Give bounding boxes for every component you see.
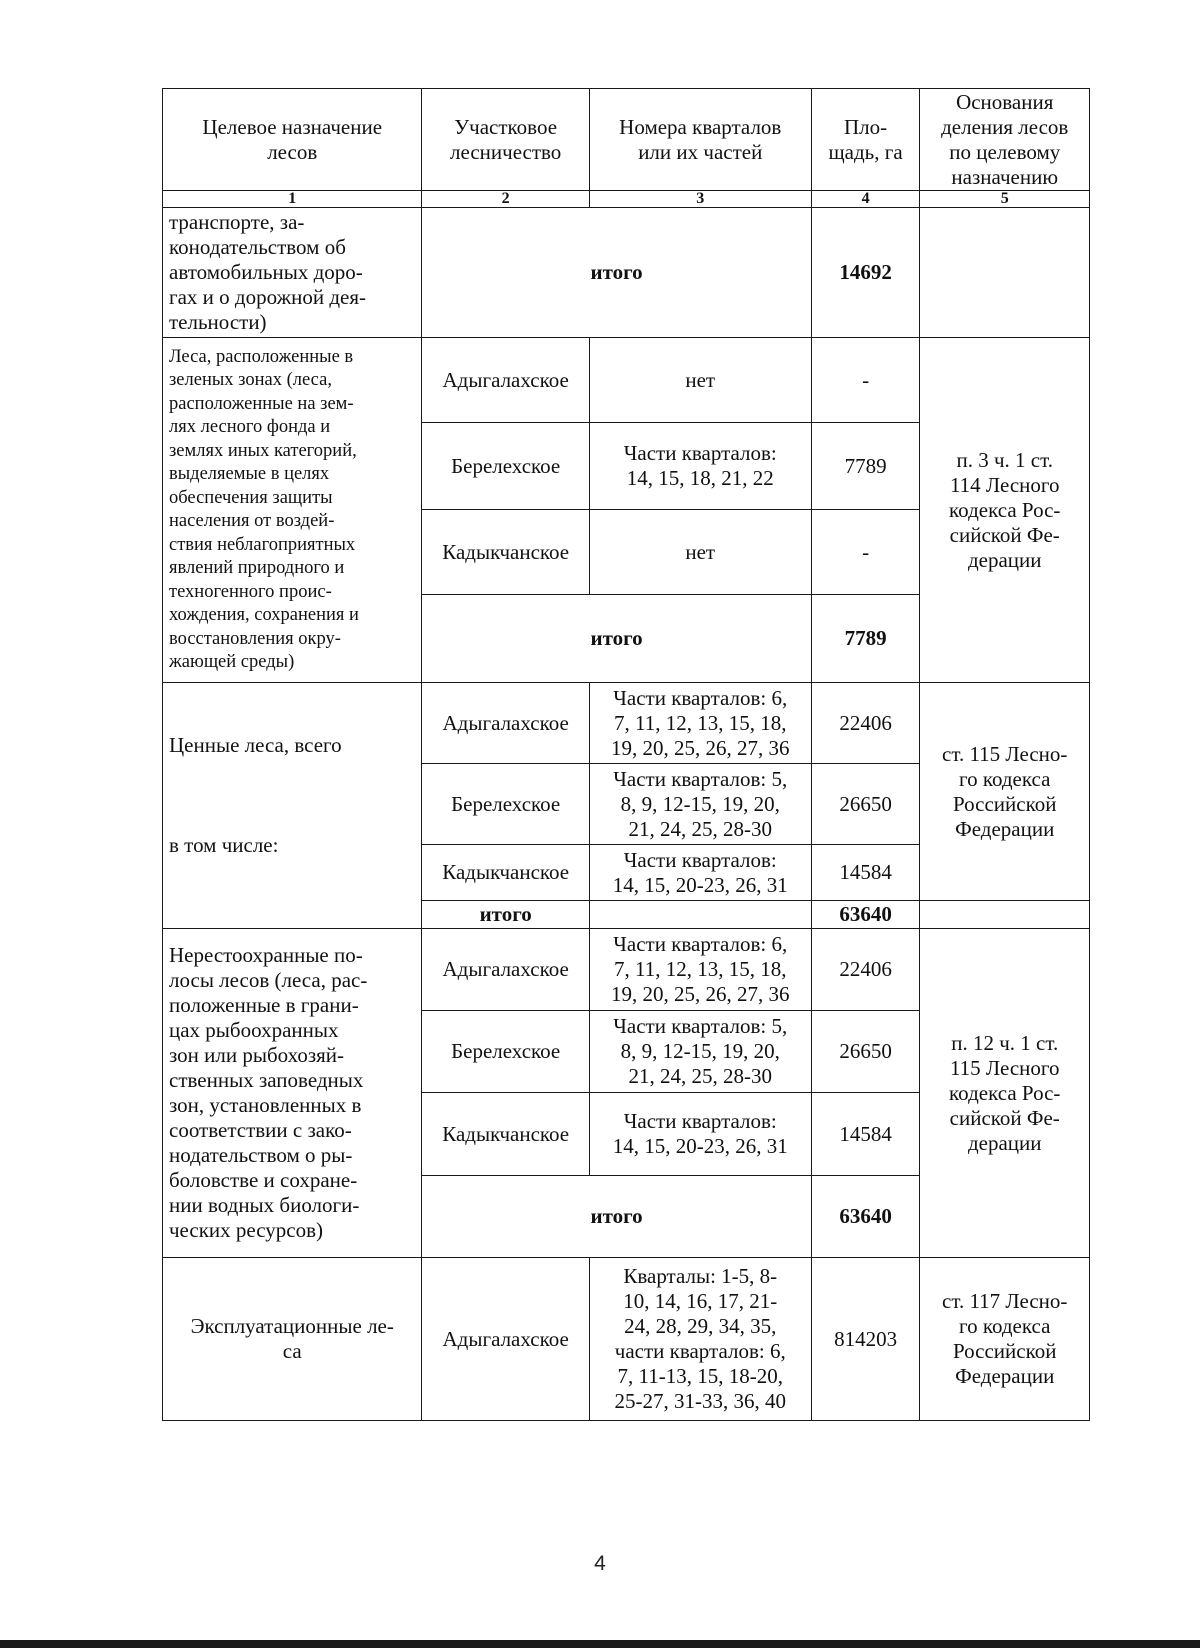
column-number: 5 xyxy=(920,191,1090,208)
basis-cell: п. 3 ч. 1 ст. 114 Лесного кодекса Рос- сийской Фе- дерации xyxy=(920,338,1090,683)
district-cell: Кадыкчанское xyxy=(422,1093,589,1176)
header-district: Участковое лесничество xyxy=(422,89,589,191)
area-cell: 14584 xyxy=(811,845,920,901)
column-number: 3 xyxy=(589,191,811,208)
total-label: итого xyxy=(422,208,811,338)
header-row xyxy=(163,89,1090,191)
total-area: 7789 xyxy=(811,595,920,683)
basis-cell xyxy=(920,208,1090,338)
total-area: 14692 xyxy=(811,208,920,338)
empty-cell xyxy=(920,901,1090,929)
area-cell: - xyxy=(811,338,920,423)
column-number: 2 xyxy=(422,191,589,208)
district-cell: Кадыкчанское xyxy=(422,510,589,595)
total-label: итого xyxy=(422,901,589,929)
purpose-cell: Эксплуатационные ле- са xyxy=(163,1258,422,1421)
district-cell: Берелехское xyxy=(422,1011,589,1093)
quarters-cell: Части кварталов: 5, 8, 9, 12-15, 19, 20, 21, 24, 25, 28-30 xyxy=(589,1011,811,1093)
column-number: 1 xyxy=(163,191,422,208)
column-number: 4 xyxy=(811,191,920,208)
purpose-cell: транспорте, за- конодательством об автомобильных доро- гах и о дорожной дея- тельности) xyxy=(163,208,422,338)
table-row xyxy=(163,338,1090,423)
bottom-edge-divider xyxy=(0,1640,1200,1648)
basis-cell: ст. 117 Лесно- го кодекса Российской Федерации xyxy=(920,1258,1090,1421)
area-cell: 814203 xyxy=(811,1258,920,1421)
empty-cell xyxy=(589,901,811,929)
quarters-cell: нет xyxy=(589,338,811,423)
district-cell: Адыгалахское xyxy=(422,1258,589,1421)
total-area: 63640 xyxy=(811,901,920,929)
area-cell: 26650 xyxy=(811,764,920,845)
quarters-cell: Части кварталов: 5, 8, 9, 12-15, 19, 20, 21, 24, 25, 28-30 xyxy=(589,764,811,845)
quarters-cell: Части кварталов: 14, 15, 18, 21, 22 xyxy=(589,423,811,510)
basis-cell: ст. 115 Лесно- го кодекса Российской Федерации xyxy=(920,683,1090,901)
page-number: 4 xyxy=(594,1552,606,1575)
purpose-cell: Нерестоохранные по- лосы лесов (леса, рас- положенные в грани- цах рыбоохранных зон или рыбохозяй- ственных заповедных зон, установленных в соответствии с зако- нодательством о ры- боловстве и сохране- нии водных биологи- ческих ресурсов) xyxy=(163,929,422,1258)
area-cell: 26650 xyxy=(811,1011,920,1093)
quarters-cell: Части кварталов: 14, 15, 20-23, 26, 31 xyxy=(589,845,811,901)
area-cell: 22406 xyxy=(811,683,920,764)
table-row xyxy=(163,1258,1090,1421)
area-cell: 7789 xyxy=(811,423,920,510)
column-number-row xyxy=(163,191,1090,208)
area-cell: - xyxy=(811,510,920,595)
quarters-cell: Кварталы: 1-5, 8- 10, 14, 16, 17, 21- 24, 28, 29, 34, 35, части кварталов: 6, 7, 11-13, 15, 18-20, 25-27, 31-33, 36, 40 xyxy=(589,1258,811,1421)
district-cell: Берелехское xyxy=(422,423,589,510)
district-cell: Берелехское xyxy=(422,764,589,845)
district-cell: Адыгалахское xyxy=(422,338,589,423)
quarters-cell: Части кварталов: 6, 7, 11, 12, 13, 15, 18, 19, 20, 25, 26, 27, 36 xyxy=(589,929,811,1011)
purpose-cell: Ценные леса, всего в том числе: xyxy=(163,683,422,929)
district-cell: Кадыкчанское xyxy=(422,845,589,901)
total-area: 63640 xyxy=(811,1176,920,1258)
basis-cell: п. 12 ч. 1 ст. 115 Лесного кодекса Рос- сийской Фе- дерации xyxy=(920,929,1090,1258)
table-row xyxy=(163,929,1090,1011)
quarters-cell: Части кварталов: 6, 7, 11, 12, 13, 15, 18, 19, 20, 25, 26, 27, 36 xyxy=(589,683,811,764)
quarters-cell: нет xyxy=(589,510,811,595)
total-label: итого xyxy=(422,595,811,683)
quarters-cell: Части кварталов: 14, 15, 20-23, 26, 31 xyxy=(589,1093,811,1176)
table-row xyxy=(163,683,1090,764)
district-cell: Адыгалахское xyxy=(422,929,589,1011)
district-cell: Адыгалахское xyxy=(422,683,589,764)
area-cell: 14584 xyxy=(811,1093,920,1176)
forest-purpose-table xyxy=(162,88,1090,1421)
header-basis: Основания деления лесов по целевому назначению xyxy=(920,89,1090,191)
purpose-cell: Леса, расположенные в зеленых зонах (леса, расположенные на зем- лях лесного фонда и землях иных категорий, выделяемые в целях обеспечения защиты населения от воздей- ствия неблагоприятных явлений природного и техногенного проис- хождения, сохранения и восстановления окру- жающей среды) xyxy=(163,338,422,683)
total-label: итого xyxy=(422,1176,811,1258)
header-quarters: Номера кварталов или их частей xyxy=(589,89,811,191)
table-row xyxy=(163,208,1090,338)
area-cell: 22406 xyxy=(811,929,920,1011)
header-purpose: Целевое назначение лесов xyxy=(163,89,422,191)
header-area: Пло- щадь, га xyxy=(811,89,920,191)
